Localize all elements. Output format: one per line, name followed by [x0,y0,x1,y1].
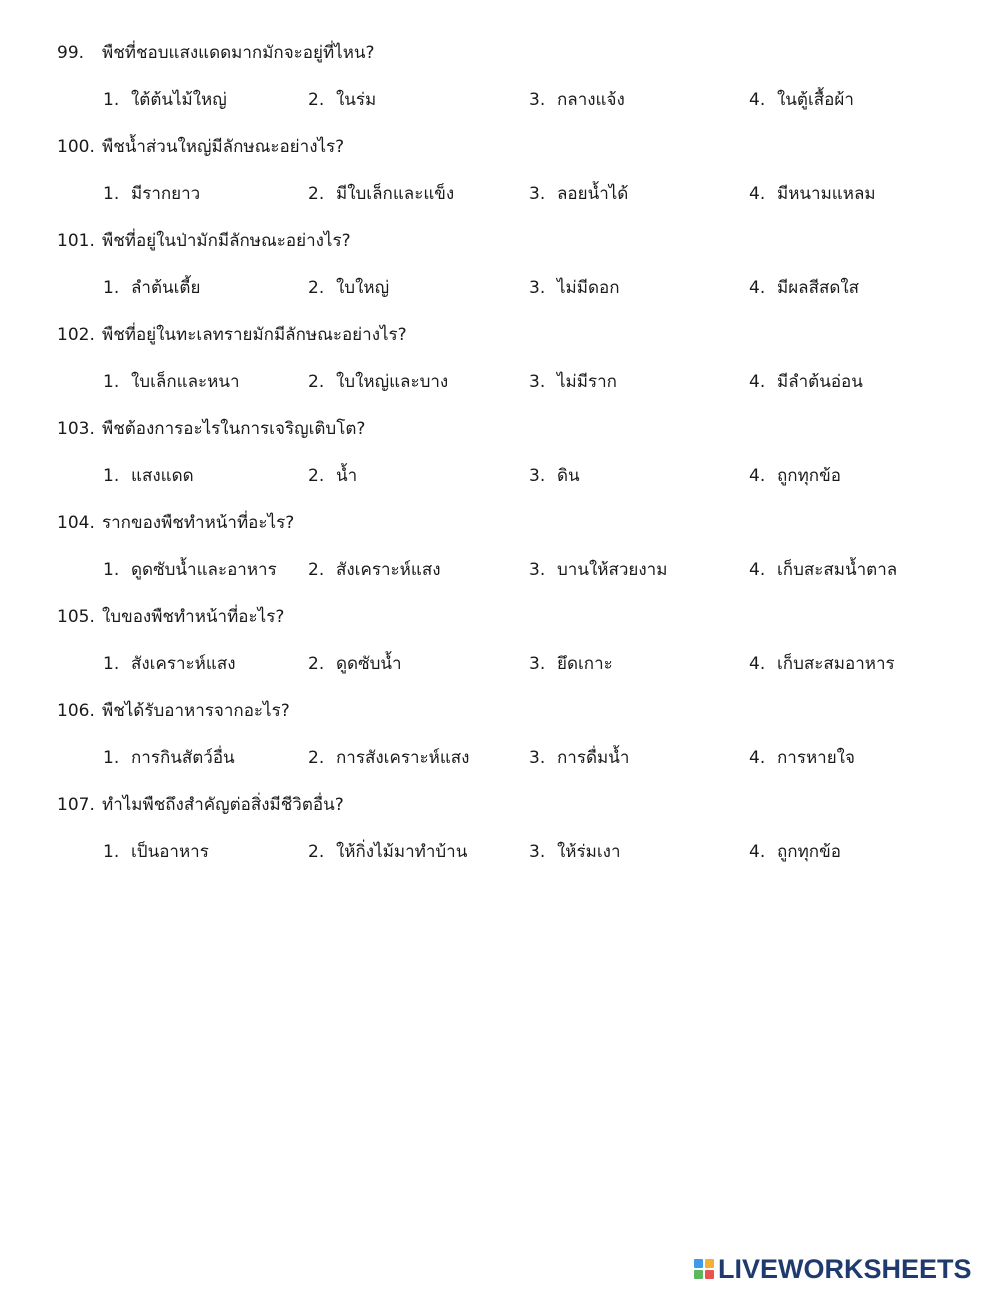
answer-option-text: ลำต้นเตี้ย [131,278,201,298]
answer-option-text: ยึดเกาะ [557,654,613,674]
answer-option-1[interactable] [103,273,200,303]
logo-square-blue [694,1259,703,1268]
answer-option-3[interactable] [529,85,625,115]
answer-option-number: 4. [749,372,766,392]
question-line [57,38,375,68]
answer-option-number: 4. [749,654,766,674]
answer-option-4[interactable] [749,837,841,867]
question-number: 104. [57,513,95,533]
answer-option-4[interactable] [749,461,841,491]
liveworksheets-logo [694,1254,972,1284]
answer-option-text: ใบเล็กและหนา [131,372,240,392]
answer-option-text: การสังเคราะห์แสง [336,748,470,768]
answer-option-4[interactable] [749,367,863,397]
answer-option-text: ให้กิ่งไม้มาทำบ้าน [336,842,468,862]
answer-option-number: 4. [749,466,766,486]
answer-option-3[interactable] [529,649,613,679]
answer-option-number: 3. [529,278,546,298]
answer-option-text: แสงแดด [131,466,194,486]
question-line [57,508,294,538]
answer-option-1[interactable] [103,461,194,491]
answer-option-text: ดูดซับน้ำ [336,654,402,674]
question-block [0,38,1000,132]
question-line [57,226,351,256]
answer-option-number: 2. [308,748,325,768]
answer-option-number: 3. [529,372,546,392]
question-number: 100. [57,137,95,157]
answer-option-3[interactable] [529,273,620,303]
question-block [0,320,1000,414]
question-text: พืชน้ำส่วนใหญ่มีลักษณะอย่างไร? [102,137,345,157]
answer-option-1[interactable] [103,743,235,773]
answer-option-3[interactable] [529,837,621,867]
answer-option-number: 1. [103,466,120,486]
question-number: 105. [57,607,95,627]
answer-option-2[interactable] [308,743,469,773]
answer-option-text: ลอยน้ำได้ [557,184,629,204]
question-line [57,132,344,162]
answer-option-number: 1. [103,748,120,768]
answer-option-number: 1. [103,90,120,110]
answer-option-2[interactable] [308,461,357,491]
question-line [57,696,290,726]
answer-option-2[interactable] [308,367,448,397]
answer-option-2[interactable] [308,837,467,867]
question-number: 103. [57,419,95,439]
answer-option-text: ดูดซับน้ำและอาหาร [131,560,277,580]
logo-square-red [705,1270,714,1279]
answer-option-text: เก็บสะสมน้ำตาล [777,560,898,580]
answer-option-1[interactable] [103,837,209,867]
answer-option-text: น้ำ [336,466,358,486]
question-block [0,696,1000,790]
liveworksheets-logo-text: LIVEWORKSHEETS [718,1254,972,1284]
answer-option-2[interactable] [308,85,376,115]
answer-option-text: ใบใหญ่ [336,278,390,298]
answer-option-4[interactable] [749,273,859,303]
answer-option-text: ดิน [557,466,580,486]
question-number: 101. [57,231,95,251]
answer-option-number: 2. [308,654,325,674]
answer-option-number: 3. [529,184,546,204]
question-number: 107. [57,795,95,815]
answer-option-3[interactable] [529,367,617,397]
answer-option-number: 1. [103,372,120,392]
answer-option-text: มีผลสีสดใส [777,278,860,298]
question-number: 106. [57,701,95,721]
question-block [0,226,1000,320]
answer-option-4[interactable] [749,743,855,773]
answer-option-text: การกินสัตว์อื่น [131,748,235,768]
question-block [0,414,1000,508]
answer-option-number: 1. [103,278,120,298]
logo-square-green [694,1270,703,1279]
answer-option-number: 2. [308,466,325,486]
answer-option-number: 3. [529,560,546,580]
answer-option-4[interactable] [749,555,897,585]
question-block [0,602,1000,696]
answer-option-text: ในตู้เสื้อผ้า [777,90,854,110]
answer-option-2[interactable] [308,179,454,209]
answer-option-1[interactable] [103,367,240,397]
question-text: พืชที่อยู่ในทะเลทรายมักมีลักษณะอย่างไร? [102,325,407,345]
answer-option-number: 4. [749,560,766,580]
answer-option-2[interactable] [308,649,402,679]
answer-option-number: 4. [749,90,766,110]
answer-option-1[interactable] [103,649,236,679]
answer-option-number: 4. [749,184,766,204]
question-number: 102. [57,325,95,345]
answer-option-text: มีใบเล็กและแข็ง [336,184,455,204]
question-text: ทำไมพืชถึงสำคัญต่อสิ่งมีชีวิตอื่น? [102,795,344,815]
question-text: พืชที่ชอบแสงแดดมากมักจะอยู่ที่ไหน? [102,43,375,63]
answer-option-number: 3. [529,654,546,674]
question-block [0,508,1000,602]
answer-option-text: สังเคราะห์แสง [336,560,441,580]
question-text: รากของพืชทำหน้าที่อะไร? [102,513,295,533]
question-text: พืชที่อยู่ในป่ามักมีลักษณะอย่างไร? [102,231,351,251]
question-block [0,790,1000,884]
answer-option-text: ใบใหญ่และบาง [336,372,449,392]
answer-option-text: ไม่มีราก [557,372,617,392]
answer-option-number: 2. [308,90,325,110]
answer-option-3[interactable] [529,179,628,209]
answer-option-number: 2. [308,372,325,392]
answer-option-number: 3. [529,748,546,768]
answer-option-text: กลางแจ้ง [557,90,625,110]
answer-option-text: มีรากยาว [131,184,201,204]
answer-option-1[interactable] [103,179,200,209]
answer-option-number: 4. [749,748,766,768]
liveworksheets-logo-icon [694,1259,714,1279]
answer-option-number: 1. [103,654,120,674]
answer-option-number: 3. [529,842,546,862]
answer-option-number: 1. [103,560,120,580]
question-line [57,602,284,632]
logo-square-yellow [705,1259,714,1268]
answer-option-number: 3. [529,90,546,110]
answer-option-text: การหายใจ [777,748,855,768]
answer-option-text: ไม่มีดอก [557,278,620,298]
answer-option-number: 4. [749,842,766,862]
answer-option-1[interactable] [103,555,277,585]
answer-option-text: เป็นอาหาร [131,842,209,862]
answer-option-4[interactable] [749,179,876,209]
answer-option-number: 3. [529,466,546,486]
question-block [0,132,1000,226]
answer-option-text: ถูกทุกข้อ [777,842,841,862]
question-number: 99. [57,43,85,63]
answer-option-3[interactable] [529,743,629,773]
answer-option-text: บานให้สวยงาม [557,560,668,580]
question-text: พืชต้องการอะไรในการเจริญเติบโต? [102,419,366,439]
answer-option-3[interactable] [529,461,580,491]
answer-option-4[interactable] [749,85,854,115]
answer-option-4[interactable] [749,649,895,679]
answer-option-text: ใต้ต้นไม้ใหญ่ [131,90,227,110]
question-line [57,790,344,820]
answer-option-2[interactable] [308,555,441,585]
answer-option-text: มีหนามแหลม [777,184,876,204]
question-line [57,320,407,350]
question-line [57,414,365,444]
answer-option-text: การดื่มน้ำ [557,748,630,768]
answer-option-text: สังเคราะห์แสง [131,654,236,674]
question-text: พืชได้รับอาหารจากอะไร? [102,701,290,721]
answer-option-number: 4. [749,278,766,298]
answer-option-text: ให้ร่มเงา [557,842,621,862]
answer-option-2[interactable] [308,273,389,303]
answer-option-text: เก็บสะสมอาหาร [777,654,895,674]
answer-option-text: มีลำต้นอ่อน [777,372,863,392]
answer-option-3[interactable] [529,555,667,585]
answer-option-text: ในร่ม [336,90,377,110]
answer-option-number: 2. [308,842,325,862]
answer-option-number: 2. [308,184,325,204]
answer-option-text: ถูกทุกข้อ [777,466,841,486]
answer-option-number: 1. [103,842,120,862]
answer-option-number: 2. [308,278,325,298]
answer-option-number: 1. [103,184,120,204]
question-text: ใบของพืชทำหน้าที่อะไร? [102,607,285,627]
answer-option-1[interactable] [103,85,227,115]
answer-option-number: 2. [308,560,325,580]
